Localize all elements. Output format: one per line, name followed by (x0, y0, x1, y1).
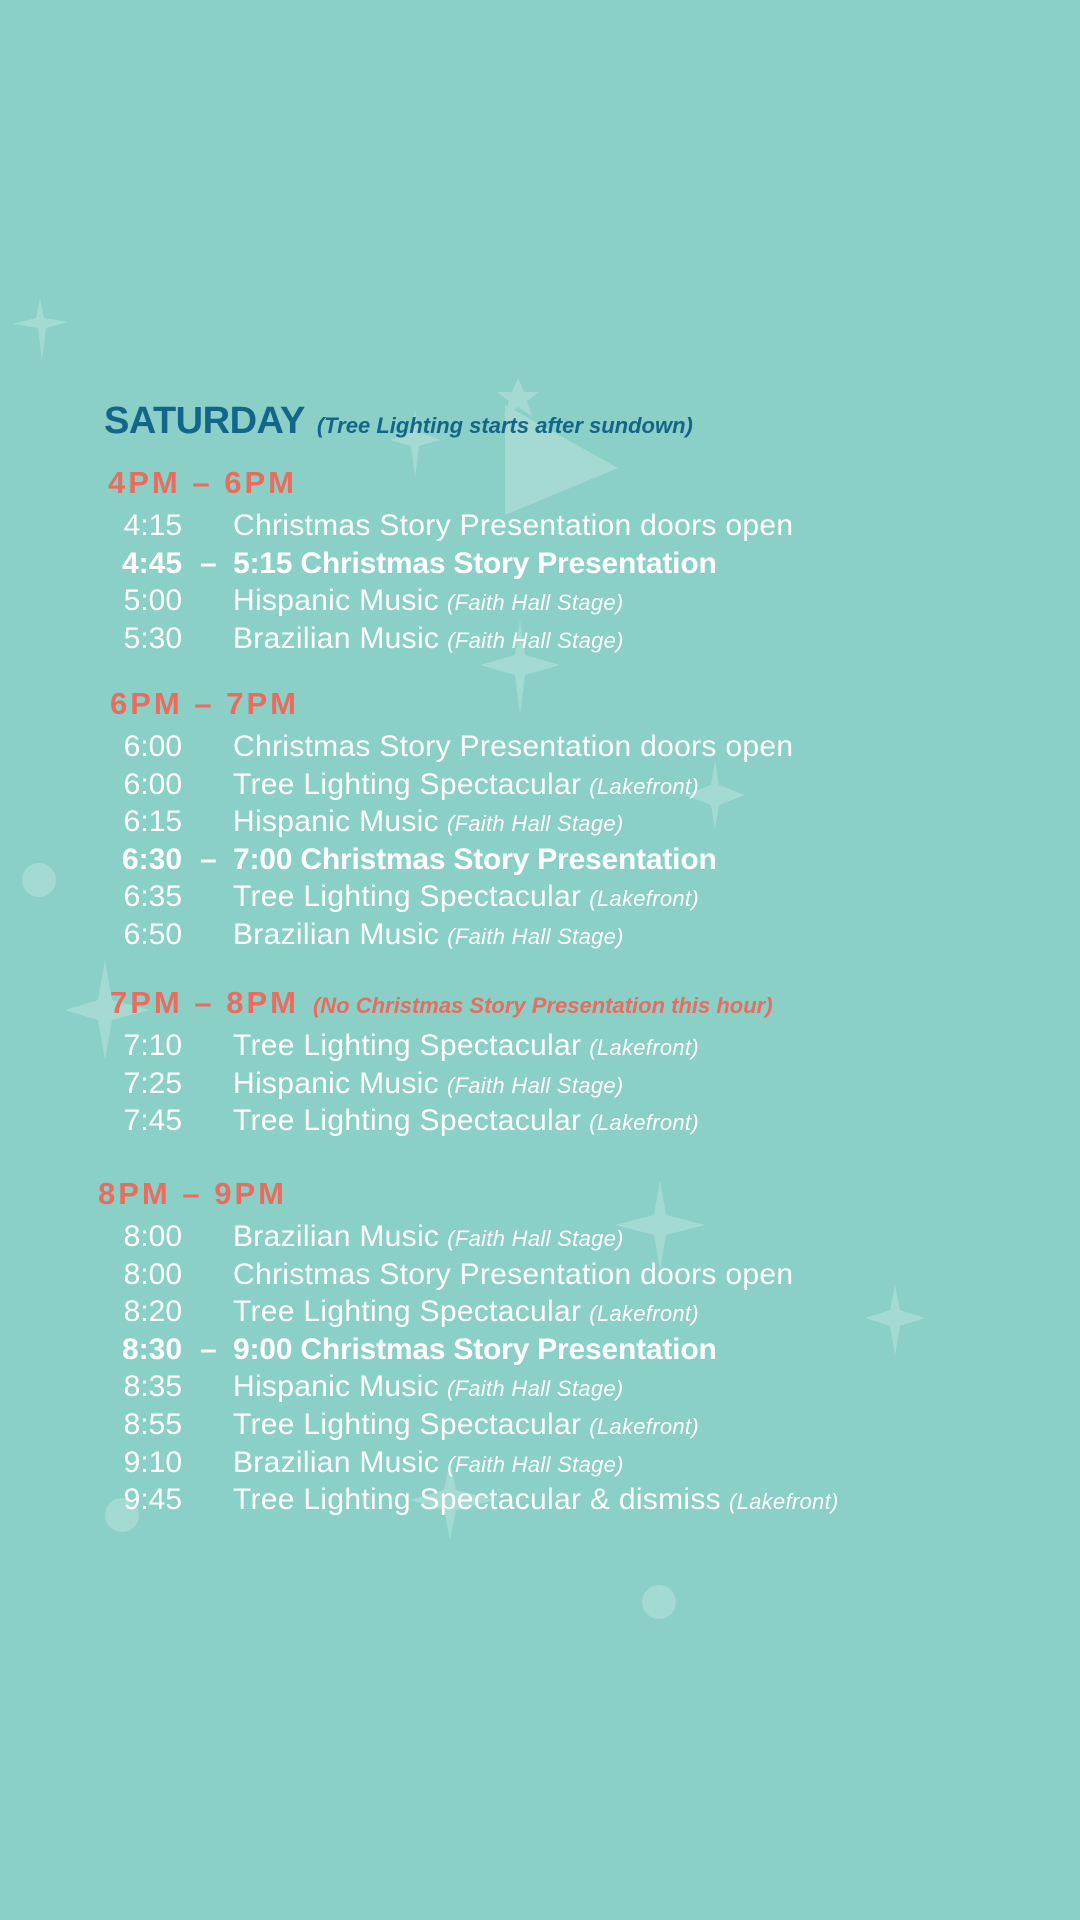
row-event (233, 507, 793, 545)
row-time: 9:45 (123, 1483, 182, 1517)
row-time: 8:00 (123, 1257, 182, 1291)
row-event-title: Tree Lighting Spectacular (233, 1104, 582, 1138)
schedule-row (0, 507, 1080, 545)
section-time-range: 4PM – 6PM (108, 465, 297, 500)
row-time: 7:45 (123, 1104, 182, 1138)
row-dash: – (200, 842, 217, 876)
row-event (233, 1027, 699, 1067)
row-event (233, 1218, 624, 1258)
schedule-row (0, 545, 1080, 583)
schedule-row (0, 582, 1080, 620)
row-event-title: Brazilian Music (233, 1445, 440, 1479)
row-location: (Faith Hall Stage) (446, 1376, 624, 1402)
row-event-title: 9:00 Christmas Story Presentation (233, 1332, 717, 1366)
row-time: 8:00 (123, 1220, 182, 1253)
row-event-title: Hispanic Music (233, 1066, 439, 1100)
schedule-row (0, 1027, 1080, 1065)
row-location: (Faith Hall Stage) (447, 1226, 624, 1251)
row-event (233, 545, 717, 583)
row-location: (Lakefront) (589, 1035, 699, 1060)
row-time: 7:10 (123, 1029, 182, 1062)
row-location: (Faith Hall Stage) (447, 924, 624, 949)
row-time: 6:00 (123, 730, 182, 763)
row-dash: – (200, 546, 217, 580)
row-event-title: Tree Lighting Spectacular (233, 880, 582, 914)
row-location: (Lakefront) (589, 886, 699, 912)
row-location: (Faith Hall Stage) (447, 1451, 624, 1477)
row-event (233, 1368, 624, 1408)
schedule-row (0, 728, 1080, 766)
row-location: (Lakefront) (589, 1301, 699, 1327)
row-time: 6:15 (123, 805, 182, 839)
row-event (233, 1481, 839, 1521)
schedule-row (0, 916, 1080, 954)
row-time: 6:00 (123, 767, 182, 801)
row-event-title: Hispanic Music (233, 584, 439, 618)
row-event-title: Tree Lighting Spectacular (233, 1408, 582, 1441)
row-event (233, 1444, 624, 1484)
row-event (233, 1065, 624, 1105)
row-event (233, 1331, 717, 1369)
row-location: (Faith Hall Stage) (446, 590, 624, 616)
row-time: 4:45 (121, 546, 182, 580)
schedule-row (0, 1368, 1080, 1406)
row-event-title: 7:00 Christmas Story Presentation (233, 842, 717, 876)
row-location: (Faith Hall Stage) (446, 811, 624, 837)
row-event-title: Brazilian Music (233, 1220, 440, 1253)
row-event-title: 5:15 Christmas Story Presentation (233, 546, 717, 580)
schedule-row (0, 1331, 1080, 1369)
section-time-range: 8PM – 9PM (98, 1176, 287, 1211)
schedule-row (0, 841, 1080, 879)
row-event-title: Tree Lighting Spectacular & dismiss (233, 1483, 721, 1517)
row-event (233, 766, 699, 806)
row-location: (Lakefront) (589, 773, 699, 799)
row-event-title: Christmas Story Presentation doors open (233, 730, 794, 763)
row-location: (Lakefront) (589, 1110, 699, 1136)
row-event-title: Tree Lighting Spectacular (233, 1295, 582, 1329)
row-event-title: Christmas Story Presentation doors open (233, 509, 794, 542)
row-event-title: Brazilian Music (233, 621, 440, 655)
row-time: 5:30 (123, 621, 182, 655)
row-event-title: Tree Lighting Spectacular (233, 1029, 582, 1062)
row-event (233, 582, 624, 622)
row-event-title: Hispanic Music (233, 1370, 439, 1404)
row-event (233, 620, 624, 660)
row-time: 4:15 (123, 509, 182, 542)
schedule-row (0, 1256, 1080, 1294)
row-time: 6:30 (121, 842, 182, 876)
section-note: (No Christmas Story Presentation this hour) (312, 993, 773, 1018)
schedule-row (0, 1218, 1080, 1256)
schedule-row (0, 1444, 1080, 1482)
schedule-row (0, 766, 1080, 804)
section-header (98, 1176, 287, 1212)
row-time: 6:35 (123, 880, 182, 914)
section-header (108, 465, 297, 501)
row-event-title: Hispanic Music (233, 805, 439, 839)
row-event (233, 803, 624, 843)
schedule-row (0, 1406, 1080, 1444)
row-time: 8:55 (123, 1408, 182, 1441)
schedule-row (0, 1102, 1080, 1140)
row-dash: – (200, 1332, 217, 1366)
row-event (233, 728, 793, 766)
schedule-row (0, 878, 1080, 916)
row-event (233, 1293, 699, 1333)
day-header (104, 400, 693, 443)
schedule-row (0, 1293, 1080, 1331)
row-event-title: Tree Lighting Spectacular (233, 767, 582, 801)
row-event-title: Christmas Story Presentation doors open (233, 1257, 794, 1291)
row-event (233, 878, 699, 918)
row-time: 5:00 (123, 584, 182, 618)
row-event-title: Brazilian Music (233, 918, 440, 951)
section-time-range: 6PM – 7PM (110, 686, 299, 721)
section-header (110, 985, 773, 1021)
row-event (233, 1102, 699, 1142)
day-title: SATURDAY (104, 400, 305, 442)
row-location: (Faith Hall Stage) (447, 627, 624, 653)
row-location: (Lakefront) (728, 1489, 839, 1515)
row-time: 8:30 (121, 1332, 182, 1366)
row-time: 9:10 (123, 1445, 182, 1479)
day-note: (Tree Lighting starts after sundown) (316, 413, 693, 438)
row-event (233, 1406, 699, 1446)
section-header (110, 686, 299, 722)
section-time-range: 7PM – 8PM (110, 985, 299, 1020)
row-time: 8:20 (123, 1295, 182, 1329)
row-time: 7:25 (123, 1066, 182, 1100)
schedule-row (0, 1065, 1080, 1103)
row-event (233, 916, 624, 956)
row-event (233, 841, 717, 879)
row-event (233, 1256, 793, 1294)
schedule-row (0, 620, 1080, 658)
schedule-row (0, 1481, 1080, 1519)
row-time: 8:35 (123, 1370, 182, 1404)
row-location: (Faith Hall Stage) (446, 1072, 624, 1098)
schedule-row (0, 803, 1080, 841)
row-time: 6:50 (123, 918, 182, 951)
row-location: (Lakefront) (589, 1414, 699, 1439)
